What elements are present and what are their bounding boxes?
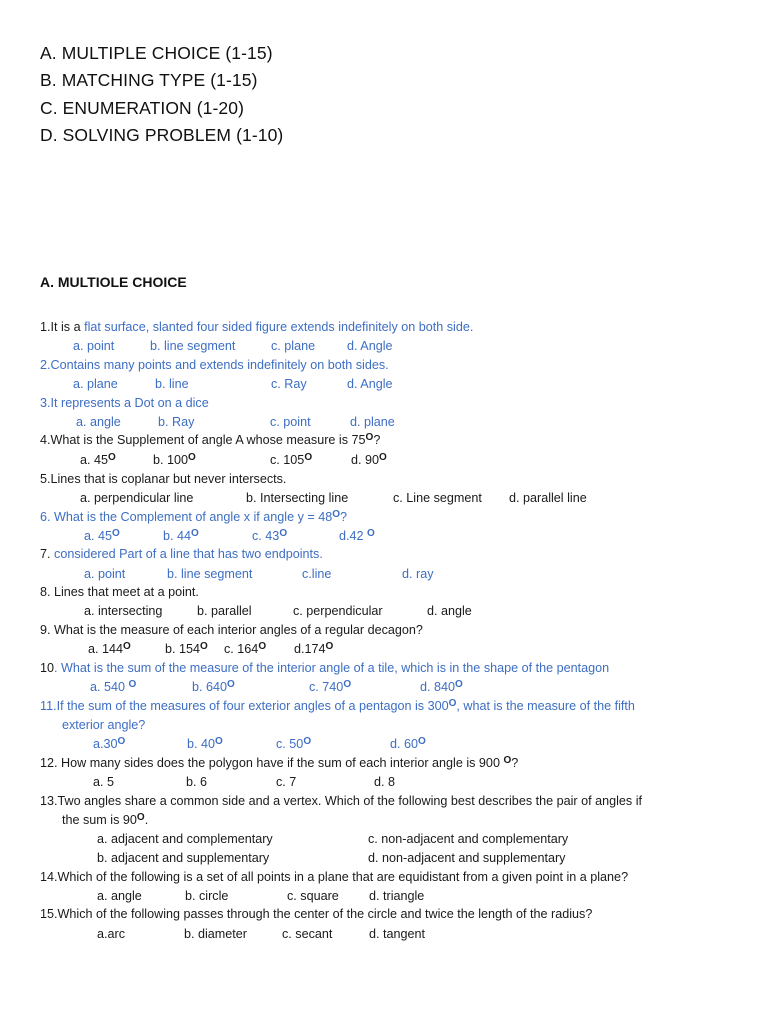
option-a: a. point: [73, 339, 115, 353]
degree-symbol: O: [258, 641, 267, 652]
degree-symbol: O: [123, 641, 131, 652]
option-c: c. 7: [276, 775, 297, 789]
option-d: d. parallel line: [509, 491, 587, 505]
option-c: c. Line segment: [393, 491, 482, 505]
question-15: 15.Which of the following passes through the center of the circle and twice the length of the radius?: [40, 907, 593, 921]
degree-symbol: O: [304, 452, 313, 463]
option-b: b. line segment: [150, 339, 236, 353]
question-5: 5.Lines that is coplanar but never intersects.: [40, 472, 287, 486]
option-d: d. plane: [350, 415, 395, 429]
option-c: c. square: [287, 889, 339, 903]
degree-symbol: O: [448, 698, 457, 709]
outline-item-matching-type: B. MATCHING TYPE (1-15): [40, 70, 258, 90]
option-a-text: a. 540: [90, 680, 129, 694]
degree-symbol: O: [227, 679, 235, 690]
outline-item-solving-problem: D. SOLVING PROBLEM (1-10): [40, 125, 284, 145]
question-11-text-cont: , what is the measure of the fifth: [456, 699, 635, 713]
degree-symbol: O: [418, 736, 426, 747]
option-c: c. secant: [282, 927, 333, 941]
degree-symbol: O: [108, 452, 116, 463]
option-c: c. Ray: [271, 377, 307, 391]
option-d: d. non-adjacent and supplementary: [368, 851, 566, 865]
option-d: d. angle: [427, 604, 472, 618]
option-d: d. ray: [402, 567, 434, 581]
option-a: a. plane: [73, 377, 118, 391]
question-1-text: flat surface, slanted four sided figure extends indefinitely on both side.: [84, 320, 474, 334]
section-title: A. MULTIOLE CHOICE: [40, 274, 187, 290]
degree-symbol: O: [303, 736, 312, 747]
option-c: [309, 679, 351, 695]
degree-symbol: O: [117, 736, 126, 747]
option-b: [163, 528, 199, 544]
question-11: [40, 698, 635, 714]
question-4-text: 4.What is the Supplement of angle A whose measure is 75: [40, 433, 366, 447]
question-11-line-2: exterior angle?: [62, 718, 146, 732]
option-d: [294, 641, 333, 657]
option-c: [276, 736, 311, 752]
option-b: b. line segment: [167, 567, 253, 581]
question-7-number: 7.: [40, 547, 55, 561]
option-c: [224, 641, 266, 657]
option-d: [420, 679, 463, 695]
option-a: [93, 736, 125, 752]
degree-symbol: O: [367, 528, 375, 539]
option-d-text: d.42: [339, 529, 368, 543]
option-b: [153, 452, 196, 468]
question-1-number: 1.It is a: [40, 320, 85, 334]
option-a-text: a.30: [93, 737, 118, 751]
question-13-line-2: [62, 812, 148, 828]
question-2: 2.Contains many points and extends indefinitely on both sides.: [40, 358, 389, 372]
option-a-text: a. 45: [80, 453, 109, 467]
option-b: b. diameter: [184, 927, 247, 941]
option-d: d. 8: [374, 775, 396, 789]
option-d-text: d. 90: [351, 453, 380, 467]
option-d-text: d. 840: [420, 680, 456, 694]
option-c: c. perpendicular: [293, 604, 383, 618]
option-d: d. Angle: [347, 339, 393, 353]
outline-item-multiple-choice: A. MULTIPLE CHOICE (1-15): [40, 43, 273, 63]
option-c: [252, 528, 287, 544]
option-c-text: c. 740: [309, 680, 344, 694]
option-c: c. point: [270, 415, 311, 429]
question-6: [40, 509, 347, 525]
degree-symbol: O: [379, 452, 387, 463]
question-10-number: 10: [40, 661, 55, 675]
option-b: b. parallel: [197, 604, 252, 618]
option-a: [88, 641, 131, 657]
option-b-text: b. 640: [192, 680, 228, 694]
degree-symbol: O: [215, 736, 223, 747]
option-b: [192, 679, 235, 695]
option-a: a. angle: [76, 415, 121, 429]
degree-symbol: O: [325, 641, 334, 652]
question-6-text: 6. What is the Complement of angle x if angle y = 48: [40, 510, 333, 524]
option-b-text: b. 154: [165, 642, 201, 656]
degree-symbol: O: [343, 679, 352, 690]
question-mark: ?: [511, 756, 519, 770]
option-b-text: b. 40: [187, 737, 216, 751]
option-a: a.arc: [97, 927, 125, 941]
question-7: [40, 546, 323, 562]
question-13-text-cont: the sum is 90: [62, 813, 137, 827]
outline-item-enumeration: C. ENUMERATION (1-20): [40, 98, 245, 118]
option-d: [390, 736, 426, 752]
degree-symbol: O: [279, 528, 288, 539]
question-14: 14.Which of the following is a set of all points in a plane that are equidistant from a given point in a plane?: [40, 870, 629, 884]
option-b: b. Intersecting line: [246, 491, 349, 505]
option-a: [80, 452, 116, 468]
degree-symbol: O: [503, 755, 512, 766]
option-b: b. circle: [185, 889, 229, 903]
degree-symbol: O: [191, 528, 199, 539]
degree-symbol: O: [455, 679, 463, 690]
option-c: c. plane: [271, 339, 316, 353]
option-d: d. triangle: [369, 889, 425, 903]
option-a: a. perpendicular line: [80, 491, 194, 505]
degree-symbol: O: [365, 432, 374, 443]
question-11-text: 11.If the sum of the measures of four exterior angles of a pentagon is 300: [40, 699, 449, 713]
degree-symbol: O: [200, 641, 208, 652]
option-c-text: c. 43: [252, 529, 280, 543]
option-a: [84, 528, 120, 544]
degree-symbol: O: [332, 509, 341, 520]
degree-symbol: O: [136, 812, 145, 823]
question-12-text: 12. How many sides does the polygon have if the sum of each interior angle is 900: [40, 756, 504, 770]
option-c: [270, 452, 312, 468]
option-a: a. 5: [93, 775, 115, 789]
degree-symbol: O: [188, 452, 196, 463]
degree-symbol: O: [128, 679, 137, 690]
option-a-text: a. 144: [88, 642, 124, 656]
option-a: [90, 679, 136, 695]
option-b-text: b. 44: [163, 529, 192, 543]
option-a: a. angle: [97, 889, 142, 903]
option-b: [165, 641, 208, 657]
degree-symbol: O: [112, 528, 120, 539]
option-c-text: c. 164: [224, 642, 259, 656]
question-4: [40, 432, 380, 448]
question-3: 3.It represents a Dot on a dice: [40, 396, 209, 410]
option-b: b. Ray: [158, 415, 195, 429]
option-d: [339, 528, 375, 544]
question-mark: ?: [340, 510, 348, 524]
option-d: [351, 452, 387, 468]
question-mark: ?: [373, 433, 381, 447]
option-c: c. non-adjacent and complementary: [368, 832, 569, 846]
question-8: 8. Lines that meet at a point.: [40, 585, 199, 599]
option-b: [187, 736, 223, 752]
question-10-text: . What is the sum of the measure of the interior angle of a tile, which is in the shape of the pentagon: [54, 661, 610, 675]
option-c-text: c. 105: [270, 453, 305, 467]
option-b-text: b. 100: [153, 453, 189, 467]
option-c-text: c. 50: [276, 737, 304, 751]
option-c: c.line: [302, 567, 332, 581]
question-12: [40, 755, 518, 771]
question-9: 9. What is the measure of each interior angles of a regular decagon?: [40, 623, 423, 637]
question-7-text: considered Part of a line that has two endpoints.: [54, 547, 323, 561]
option-a-text: a. 45: [84, 529, 113, 543]
question-10: [40, 660, 609, 676]
question-1: [40, 319, 473, 335]
option-a: a. point: [84, 567, 126, 581]
option-b: b. 6: [186, 775, 208, 789]
option-d-text: d. 60: [390, 737, 419, 751]
option-a: a. adjacent and complementary: [97, 832, 273, 846]
option-a: a. intersecting: [84, 604, 163, 618]
question-13: 13.Two angles share a common side and a vertex. Which of the following best describes the pair of angles if: [40, 794, 643, 808]
option-d-text: d.174: [294, 642, 326, 656]
option-b: b. adjacent and supplementary: [97, 851, 270, 865]
option-d: d. tangent: [369, 927, 426, 941]
option-d: d. Angle: [347, 377, 393, 391]
option-b: b. line: [155, 377, 189, 391]
period: .: [144, 813, 149, 827]
